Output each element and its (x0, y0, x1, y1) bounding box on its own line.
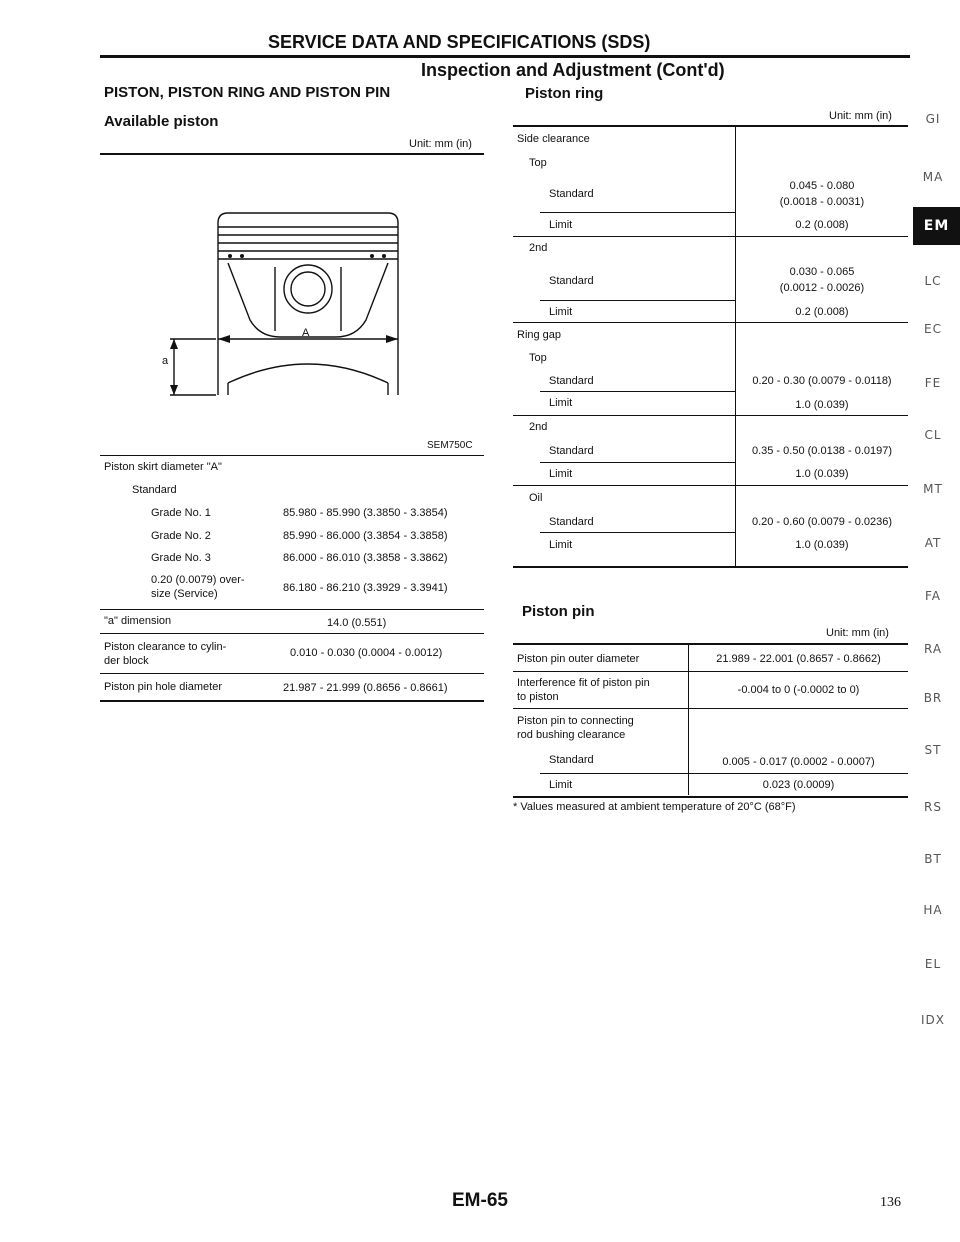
tab-st[interactable]: ST (924, 743, 942, 757)
section-title: PISTON, PISTON RING AND PISTON PIN (104, 84, 391, 101)
ring-row-value: 0.20 - 0.60 (0.0079 - 0.0236) (751, 516, 893, 528)
header-rule (100, 55, 910, 58)
pin-unit: Unit: mm (in) (826, 627, 889, 639)
ring-row-value: 0.20 - 0.30 (0.0079 - 0.0118) (752, 375, 892, 387)
pin-row-label: Standard (549, 754, 594, 766)
left-table-rule (100, 633, 484, 634)
tab-fe[interactable]: FE (924, 376, 942, 390)
tab-idx[interactable]: IDX (921, 1013, 945, 1027)
pin-rule (513, 708, 908, 709)
pin-bottom-rule (513, 796, 908, 798)
pin-row-label: Limit (549, 779, 573, 791)
tab-at[interactable]: AT (924, 536, 942, 550)
ring-row-value: 0.045 - 0.080 (789, 180, 855, 192)
pin-rule (513, 671, 908, 672)
left-unit-rule (100, 153, 484, 155)
left-row-value: 86.000 - 86.010 (3.3858 - 3.3862) (283, 552, 448, 564)
left-row-label: der block (104, 655, 149, 667)
ring-row-value: (0.0018 - 0.0031) (779, 196, 865, 208)
left-row-label: Piston clearance to cylin- (104, 641, 227, 653)
ring-top-rule (513, 125, 908, 127)
ring-rule (540, 300, 735, 301)
left-row-label: Grade No. 1 (151, 507, 211, 519)
left-table-rule (100, 673, 484, 674)
tab-ra[interactable]: RA (923, 642, 943, 656)
left-row-label: Piston pin hole diameter (104, 681, 223, 693)
ring-row-label: Standard (549, 275, 594, 287)
tab-rs[interactable]: RS (924, 800, 942, 814)
ring-row-value: 1.0 (0.039) (795, 539, 849, 551)
pin-row-label: Piston pin to connecting (517, 715, 634, 727)
pin-row-label: Piston pin outer diameter (517, 653, 640, 665)
tab-cl[interactable]: CL (924, 428, 942, 442)
ring-rule (540, 462, 735, 463)
tab-br[interactable]: BR (923, 691, 943, 705)
left-row-label: Standard (132, 484, 177, 496)
ring-column-divider (735, 127, 736, 567)
figure-code: SEM750C (427, 440, 473, 451)
ring-row-label: Top (529, 157, 547, 169)
ring-row-label: Standard (549, 188, 594, 200)
ring-row-label: Standard (549, 445, 594, 457)
tab-ec[interactable]: EC (924, 322, 942, 336)
ring-row-label: Side clearance (517, 133, 590, 145)
ring-row-value: 0.030 - 0.065 (789, 266, 855, 278)
tab-mt[interactable]: MT (923, 482, 943, 496)
ring-rule (513, 236, 908, 237)
ring-row-label: Oil (529, 492, 543, 504)
pin-row-value: 0.023 (0.0009) (762, 779, 835, 791)
left-row-label: "a" dimension (104, 615, 172, 627)
ring-rule (540, 212, 735, 213)
page-subtitle: Inspection and Adjustment (Cont'd) (421, 60, 725, 80)
figure-label-A: A (302, 327, 310, 339)
ring-row-label: Standard (549, 375, 594, 387)
ring-rule (540, 532, 735, 533)
tab-ha[interactable]: HA (923, 903, 943, 917)
left-table-bottom-rule (100, 700, 484, 702)
pin-row-label: rod bushing clearance (517, 729, 626, 741)
left-table-rule (100, 609, 484, 610)
available-piston-title: Available piston (104, 113, 219, 130)
left-row-value: 85.980 - 85.990 (3.3850 - 3.3854) (283, 507, 448, 519)
ring-row-label: Limit (549, 397, 573, 409)
page-title: SERVICE DATA AND SPECIFICATIONS (SDS) (268, 32, 651, 52)
left-unit: Unit: mm (in) (409, 138, 472, 150)
left-row-value: 14.0 (0.551) (327, 617, 387, 629)
piston-ring-title: Piston ring (525, 85, 604, 102)
left-row-label: size (Service) (151, 588, 218, 600)
ring-row-label: Limit (549, 539, 573, 551)
ring-row-value: 0.2 (0.008) (795, 306, 849, 318)
ring-row-label: Ring gap (517, 329, 562, 341)
pin-row-value: -0.004 to 0 (-0.0002 to 0) (737, 684, 860, 696)
pin-row-value: 0.005 - 0.017 (0.0002 - 0.0007) (722, 756, 875, 768)
ring-row-value: (0.0012 - 0.0026) (779, 282, 865, 294)
left-row-value: 86.180 - 86.210 (3.3929 - 3.3941) (283, 582, 448, 594)
ring-row-value: 1.0 (0.039) (795, 399, 849, 411)
pin-row-label: Interference fit of piston pin (517, 677, 650, 689)
pin-top-rule (513, 643, 908, 645)
left-row-value: 0.010 - 0.030 (0.0004 - 0.0012) (290, 647, 443, 659)
ring-row-label: Limit (549, 306, 573, 318)
ring-rule (513, 485, 908, 486)
tab-el[interactable]: EL (924, 957, 942, 971)
pin-row-value: 21.989 - 22.001 (0.8657 - 0.8662) (716, 653, 881, 665)
pin-row-label: to piston (517, 691, 559, 703)
page-code: EM-65 (452, 1190, 508, 1211)
ring-row-value: 0.2 (0.008) (795, 219, 849, 231)
tab-gi[interactable]: GI (925, 112, 941, 126)
left-row-value: 85.990 - 86.000 (3.3854 - 3.3858) (283, 530, 448, 542)
figure-rule (100, 455, 484, 456)
piston-figure (150, 205, 410, 400)
pin-rule (540, 773, 908, 774)
tab-ma[interactable]: MA (922, 170, 944, 184)
ring-unit: Unit: mm (in) (829, 110, 892, 122)
ring-row-value: 1.0 (0.039) (795, 468, 849, 480)
ring-row-label: Top (529, 352, 547, 364)
page-number: 136 (880, 1195, 901, 1210)
ring-row-label: 2nd (529, 421, 548, 433)
ring-rule (540, 391, 735, 392)
left-row-label: Grade No. 2 (151, 530, 211, 542)
tab-bt[interactable]: BT (924, 852, 942, 866)
left-row-label: Piston skirt diameter "A" (104, 461, 222, 473)
tab-fa[interactable]: FA (924, 589, 941, 603)
left-row-label: 0.20 (0.0079) over- (151, 574, 245, 586)
left-row-value: 21.987 - 21.999 (0.8656 - 0.8661) (283, 682, 448, 694)
pin-footnote: * Values measured at ambient temperature of 20°C (68°F) (513, 801, 796, 813)
ring-bottom-rule (513, 566, 908, 568)
tab-lc[interactable]: LC (924, 274, 942, 288)
piston-pin-title: Piston pin (522, 603, 595, 620)
ring-row-label: Limit (549, 468, 573, 480)
ring-row-label: Limit (549, 219, 573, 231)
left-row-label: Grade No. 3 (151, 552, 211, 564)
figure-label-a: a (162, 355, 169, 367)
ring-rule (513, 415, 908, 416)
tab-em[interactable]: EM (913, 207, 960, 245)
ring-row-label: 2nd (529, 242, 548, 254)
ring-rule (513, 322, 908, 323)
ring-row-value: 0.35 - 0.50 (0.0138 - 0.0197) (751, 445, 893, 457)
ring-row-label: Standard (549, 516, 594, 528)
